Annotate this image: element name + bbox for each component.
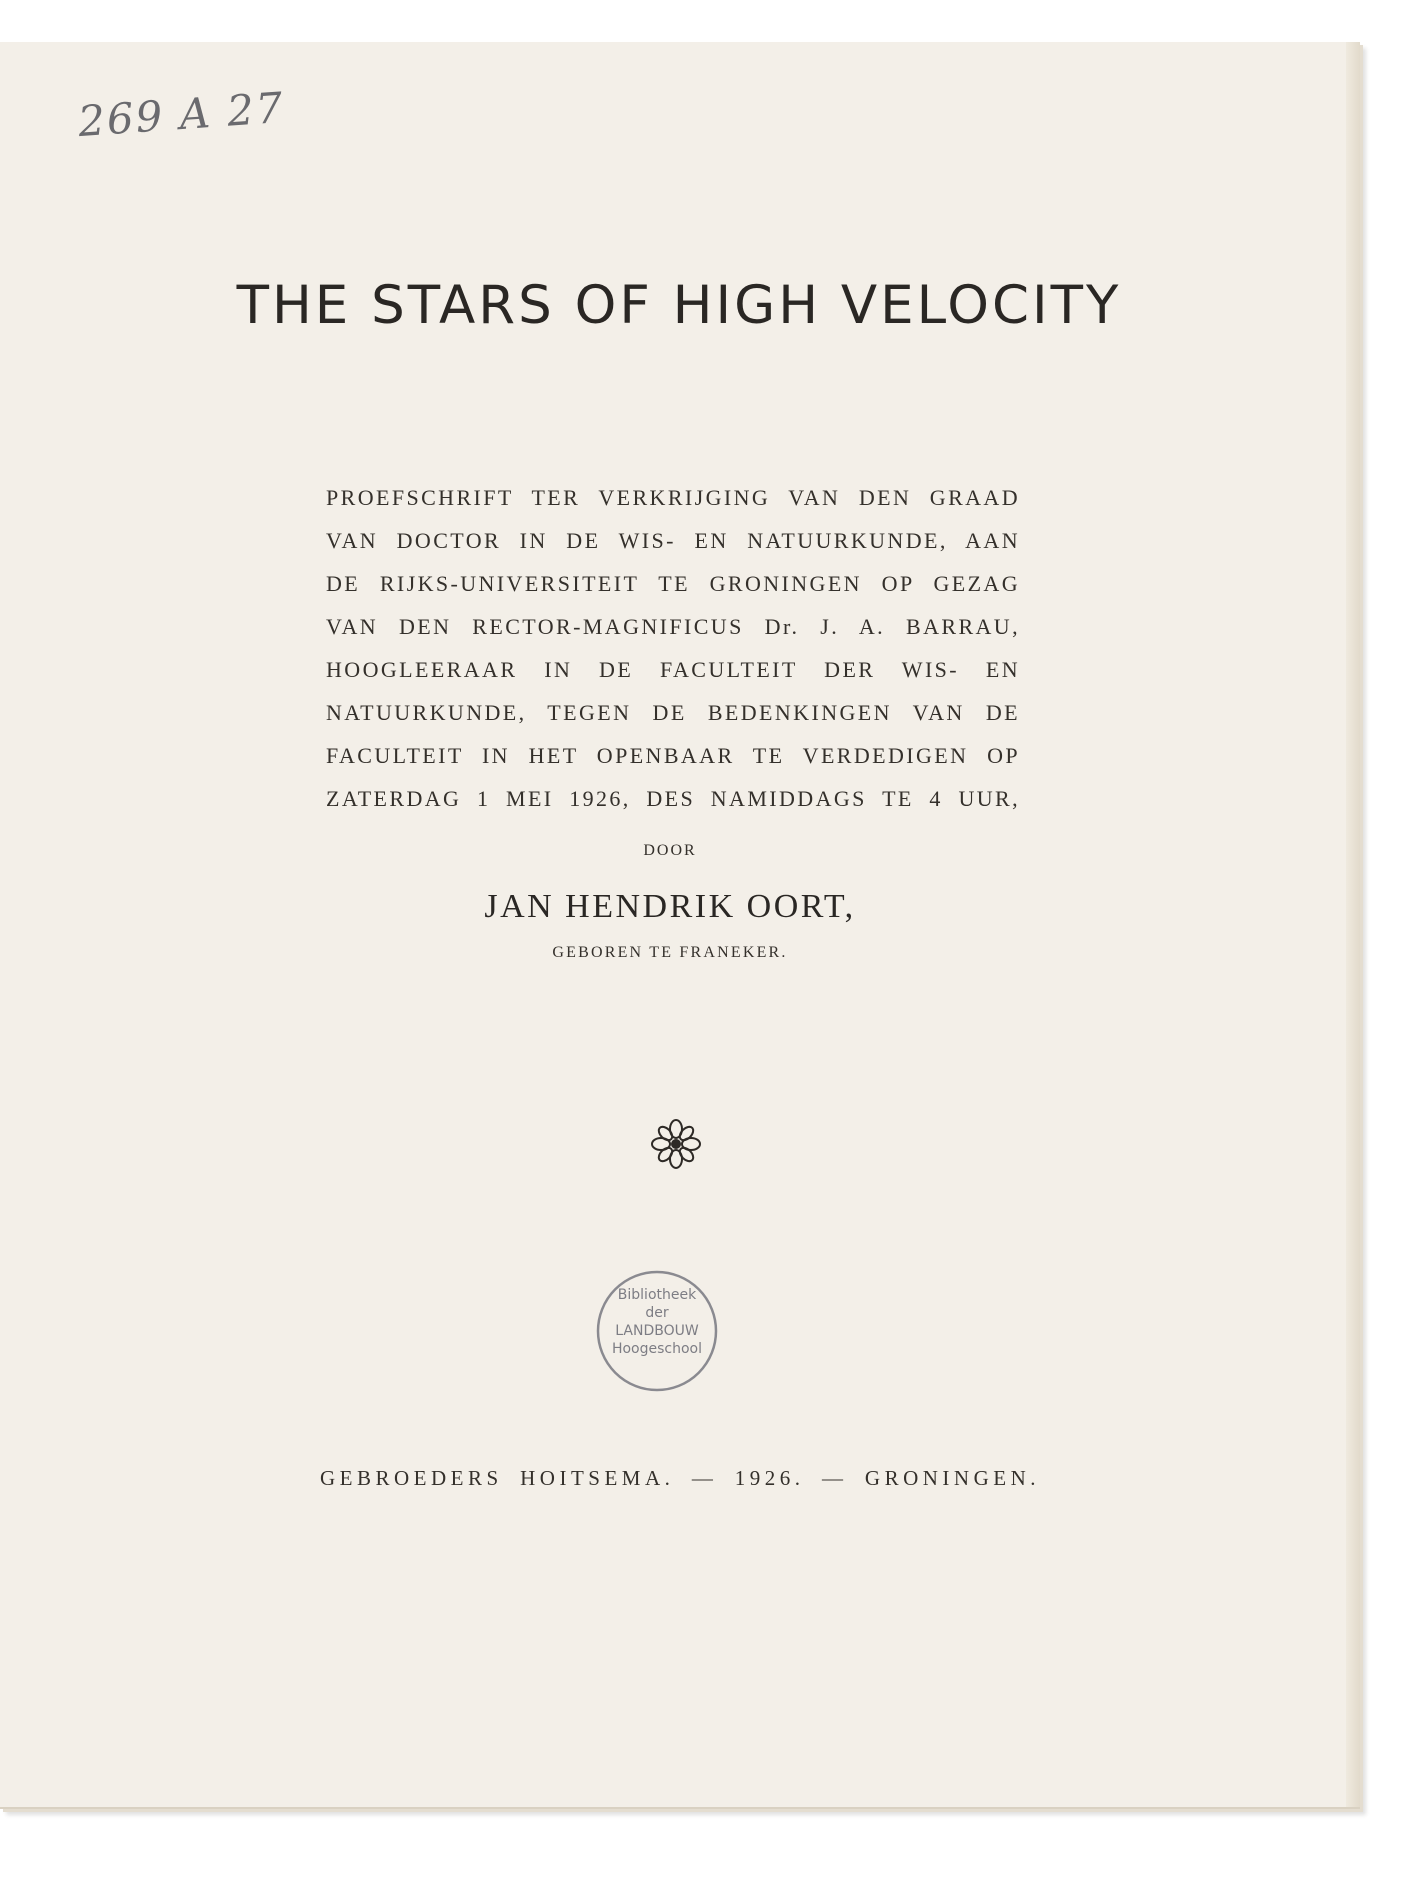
statement-line: VAN DOCTOR IN DE WIS- EN NATUURKUNDE, AAN bbox=[326, 528, 1020, 553]
by-label: DOOR bbox=[643, 842, 697, 859]
statement-line: ZATERDAG 1 MEI 1926, DES NAMIDDAGS TE 4 UUR, bbox=[326, 786, 1020, 811]
statement-line: DE RIJKS-UNIVERSITEIT TE GRONINGEN OP GEZAG bbox=[326, 571, 1020, 596]
author-name: JAN HENDRIK OORT, bbox=[484, 888, 856, 925]
statement-line: HOOGLEERAAR IN DE FACULTEIT DER WIS- EN bbox=[326, 657, 1020, 682]
stamp-line: Hoogeschool bbox=[611, 1341, 703, 1357]
handwritten-shelfmark: 269 A 27 bbox=[76, 82, 287, 147]
dissertation-statement bbox=[326, 476, 1020, 820]
stamp-line: der bbox=[645, 1305, 669, 1321]
book-title: THE STARS OF HIGH VELOCITY bbox=[236, 275, 1122, 336]
statement-line: PROEFSCHRIFT TER VERKRIJGING VAN DEN GRAAD bbox=[326, 485, 1020, 510]
stamp-line: LANDBOUW bbox=[615, 1323, 699, 1339]
statement-line: VAN DEN RECTOR-MAGNIFICUS Dr. J. A. BARRAU, bbox=[326, 614, 1020, 639]
statement-line: FACULTEIT IN HET OPENBAAR TE VERDEDIGEN OP bbox=[326, 743, 1020, 768]
publisher-imprint: GEBROEDERS HOITSEMA. — 1926. — GRONINGEN. bbox=[320, 1466, 1040, 1490]
statement-line: NATUURKUNDE, TEGEN DE BEDENKINGEN VAN DE bbox=[326, 700, 1020, 725]
library-stamp-text bbox=[594, 1286, 720, 1358]
birthplace: GEBOREN TE FRANEKER. bbox=[552, 944, 788, 961]
flower-ornament-icon bbox=[650, 1118, 702, 1170]
stamp-line: Bibliotheek bbox=[617, 1287, 697, 1303]
